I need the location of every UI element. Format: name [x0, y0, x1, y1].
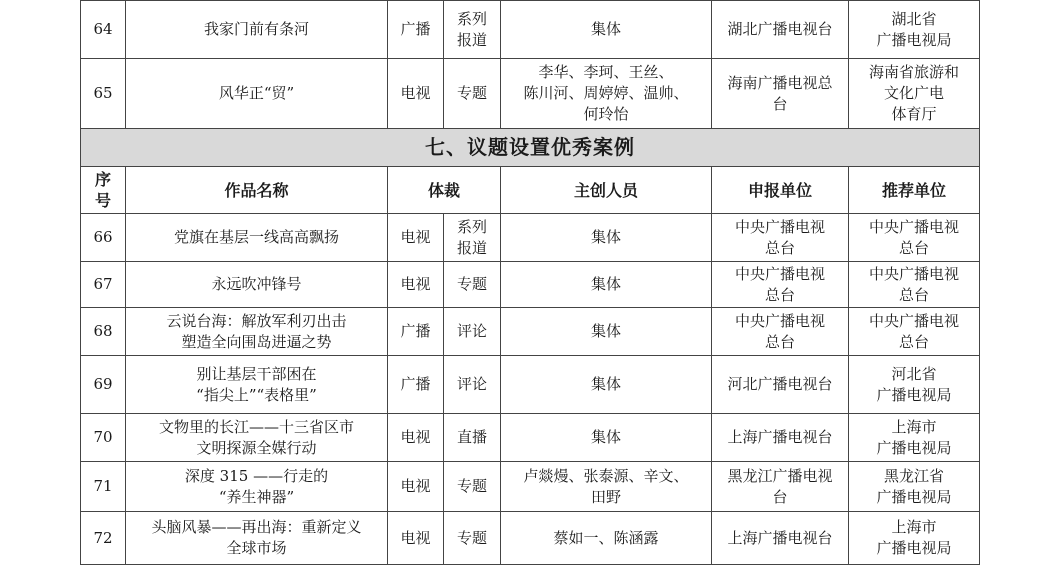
- cell-title: 文物里的长江——十三省区市 文明探源全媒行动: [126, 414, 388, 462]
- table-row: [81, 462, 980, 512]
- cell-recommender: 中央广播电视 总台: [849, 262, 980, 308]
- cell-creators: 集体: [501, 1, 712, 59]
- cell-medium: 广播: [388, 1, 444, 59]
- header-title: 作品名称: [126, 167, 388, 214]
- document-page: [80, 0, 979, 565]
- cell-recommender: 中央广播电视 总台: [849, 308, 980, 356]
- cell-no: 67: [81, 262, 126, 308]
- cell-medium: 电视: [388, 462, 444, 512]
- cell-no: 69: [81, 356, 126, 414]
- cell-title: 风华正“贸”: [126, 59, 388, 129]
- cell-title: 我家门前有条河: [126, 1, 388, 59]
- table-row: [81, 356, 980, 414]
- main-rows: [81, 214, 980, 565]
- cell-genre: 系列 报道: [444, 1, 501, 59]
- cell-no: 66: [81, 214, 126, 262]
- cell-title: 深度 315 ——行走的 “养生神器”: [126, 462, 388, 512]
- header-no: 序 号: [81, 167, 126, 214]
- cell-submitter: 河北广播电视台: [712, 356, 849, 414]
- table-row: [81, 214, 980, 262]
- cell-creators: 集体: [501, 414, 712, 462]
- table-row: [81, 262, 980, 308]
- cell-creators: 蔡如一、陈涵露: [501, 512, 712, 565]
- cell-title: 云说台海：解放军利刃出击 塑造全向围岛进逼之势: [126, 308, 388, 356]
- cell-recommender: 上海市 广播电视局: [849, 512, 980, 565]
- table-row: [81, 1, 980, 59]
- cell-genre: 系列 报道: [444, 214, 501, 262]
- cell-recommender: 黑龙江省 广播电视局: [849, 462, 980, 512]
- cell-submitter: 黑龙江广播电视 台: [712, 462, 849, 512]
- cell-genre: 评论: [444, 356, 501, 414]
- header-submitter: 申报单位: [712, 167, 849, 214]
- section-title: 七、议题设置优秀案例: [81, 129, 980, 167]
- cell-recommender: 中央广播电视 总台: [849, 214, 980, 262]
- cell-no: 70: [81, 414, 126, 462]
- cell-recommender: 湖北省 广播电视局: [849, 1, 980, 59]
- cell-creators: 卢燚熳、张泰源、辛文、 田野: [501, 462, 712, 512]
- cell-medium: 电视: [388, 59, 444, 129]
- cell-creators: 李华、李珂、王丝、 陈川河、周婷婷、温帅、 何玲怡: [501, 59, 712, 129]
- table-row: [81, 414, 980, 462]
- cell-creators: 集体: [501, 262, 712, 308]
- cell-genre: 专题: [444, 462, 501, 512]
- header-creators: 主创人员: [501, 167, 712, 214]
- cell-no: 68: [81, 308, 126, 356]
- top-rows: [81, 1, 980, 129]
- cell-title: 党旗在基层一线高高飘扬: [126, 214, 388, 262]
- cell-recommender: 海南省旅游和 文化广电 体育厅: [849, 59, 980, 129]
- cell-genre: 评论: [444, 308, 501, 356]
- header-recommender: 推荐单位: [849, 167, 980, 214]
- cell-genre: 专题: [444, 59, 501, 129]
- cell-genre: 直播: [444, 414, 501, 462]
- cell-medium: 电视: [388, 262, 444, 308]
- cell-recommender: 上海市 广播电视局: [849, 414, 980, 462]
- header-genre: 体裁: [388, 167, 501, 214]
- table-row: [81, 512, 980, 565]
- cell-medium: 广播: [388, 308, 444, 356]
- cell-no: 64: [81, 1, 126, 59]
- cell-submitter: 中央广播电视 总台: [712, 262, 849, 308]
- cell-submitter: 上海广播电视台: [712, 512, 849, 565]
- section-row: [81, 129, 980, 167]
- cell-submitter: 中央广播电视 总台: [712, 308, 849, 356]
- table-row: [81, 308, 980, 356]
- cell-recommender: 河北省 广播电视局: [849, 356, 980, 414]
- cell-title: 永远吹冲锋号: [126, 262, 388, 308]
- cell-no: 72: [81, 512, 126, 565]
- cell-creators: 集体: [501, 214, 712, 262]
- cell-medium: 电视: [388, 512, 444, 565]
- cell-submitter: 湖北广播电视台: [712, 1, 849, 59]
- cell-submitter: 中央广播电视 总台: [712, 214, 849, 262]
- award-table: [80, 0, 980, 565]
- cell-medium: 电视: [388, 214, 444, 262]
- header-row: [81, 167, 980, 214]
- cell-title: 别让基层干部困在 “指尖上”“表格里”: [126, 356, 388, 414]
- cell-no: 65: [81, 59, 126, 129]
- table-row: [81, 59, 980, 129]
- cell-creators: 集体: [501, 356, 712, 414]
- cell-title: 头脑风暴——再出海：重新定义 全球市场: [126, 512, 388, 565]
- cell-genre: 专题: [444, 262, 501, 308]
- cell-medium: 广播: [388, 356, 444, 414]
- cell-no: 71: [81, 462, 126, 512]
- cell-genre: 专题: [444, 512, 501, 565]
- cell-medium: 电视: [388, 414, 444, 462]
- cell-submitter: 上海广播电视台: [712, 414, 849, 462]
- cell-submitter: 海南广播电视总 台: [712, 59, 849, 129]
- cell-creators: 集体: [501, 308, 712, 356]
